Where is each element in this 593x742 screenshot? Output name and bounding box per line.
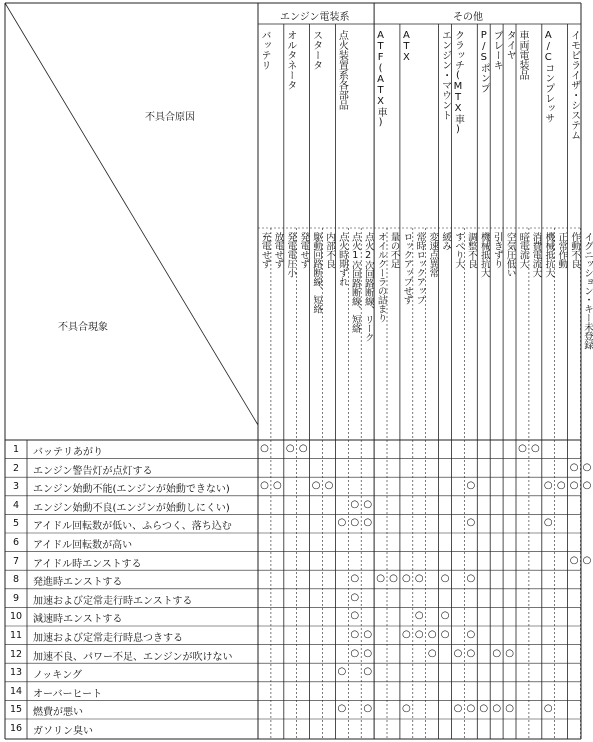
row-number: 7 [12, 555, 20, 567]
part-name: 車両電装品 [517, 30, 528, 80]
applicable-mark: ○ [466, 629, 476, 640]
row-number: 11 [9, 630, 23, 641]
applicable-mark: ○ [337, 666, 347, 678]
applicable-mark: ○ [414, 629, 424, 640]
symptom-text: アイドル回転数が低い、ふらつく、落ち込む [33, 521, 232, 533]
cause-label: ロックアップせず [401, 232, 413, 304]
applicable-mark: ○ [543, 480, 553, 492]
row-number: 10 [9, 611, 23, 623]
applicable-mark: ○ [273, 480, 282, 492]
cause-label: 作動不良 [569, 232, 581, 268]
applicable-mark: ○ [337, 703, 347, 715]
applicable-mark: ○ [402, 703, 411, 715]
applicable-mark: ○ [466, 517, 476, 529]
symptom-text: 加速不良、パワー不足、エンジンが吹けない [33, 651, 233, 663]
applicable-mark: ○ [402, 573, 411, 585]
applicable-mark: ○ [389, 573, 398, 585]
part-name: P/Sポンプ [478, 30, 490, 93]
symptom-text: 燃費が悪い [33, 707, 83, 719]
applicable-mark: ○ [466, 703, 476, 715]
symptom-text: アイドル回転数が高い [33, 540, 133, 551]
cause-label: 緩み [440, 232, 452, 250]
applicable-mark: ○ [324, 480, 334, 492]
part-name: ATF(ATX車) [375, 30, 387, 128]
applicable-mark: ○ [350, 591, 360, 603]
applicable-mark: ○ [285, 443, 295, 454]
applicable-mark: ○ [260, 480, 269, 492]
cause-label: 正常作動 [556, 232, 568, 268]
cause-label: 消費電流大 [530, 232, 542, 277]
part-name: イモビライザ・システム [568, 30, 580, 140]
row-number: 16 [9, 723, 23, 734]
applicable-mark: ○ [440, 573, 450, 585]
applicable-mark: ○ [414, 573, 424, 585]
row-number: 3 [12, 481, 20, 493]
applicable-mark: ○ [492, 703, 502, 715]
symptom-text: 発進時エンストする [33, 577, 123, 589]
cause-label: 空気圧低い [504, 232, 516, 277]
cause-label: 発電せず [298, 232, 310, 268]
applicable-mark: ○ [518, 443, 527, 454]
other-group-header: その他 [453, 12, 483, 23]
applicable-mark: ○ [350, 647, 360, 659]
cause-label: 調整不良 [465, 232, 477, 268]
applicable-mark: ○ [402, 629, 411, 640]
applicable-mark: ○ [453, 703, 463, 715]
applicable-mark: ○ [363, 666, 373, 678]
symptom-text: オーバーヒート [33, 688, 103, 700]
applicable-mark: ○ [569, 480, 579, 492]
cause-label: 内部不良 [324, 232, 335, 268]
cause-label: 充電せず [259, 232, 271, 268]
applicable-mark: ○ [582, 480, 592, 492]
row-number: 2 [12, 462, 20, 474]
applicable-mark: ○ [466, 573, 476, 585]
applicable-mark: ○ [505, 703, 514, 715]
applicable-mark: ○ [531, 443, 540, 454]
part-name: スタータ [310, 30, 322, 70]
part-name: A/Cコンプレッサ [542, 30, 554, 123]
cause-label: 点火2次回路断線、リーク [362, 232, 374, 342]
applicable-mark: ○ [350, 573, 360, 585]
cause-label: 点火時期ずれ [336, 232, 348, 286]
applicable-mark: ○ [363, 517, 373, 529]
row-number: 1 [12, 444, 20, 455]
part-name: タイヤ [504, 30, 516, 60]
applicable-mark: ○ [556, 480, 566, 492]
cause-label: オイルクーラの詰まり [375, 232, 387, 322]
part-name: ブレーキ [491, 30, 503, 70]
applicable-mark: ○ [363, 647, 373, 659]
row-number: 4 [12, 499, 20, 511]
row-number: 13 [9, 667, 23, 679]
applicable-mark: ○ [260, 443, 269, 454]
applicable-mark: ○ [543, 517, 553, 529]
applicable-mark: ○ [363, 703, 373, 715]
applicable-mark: ○ [337, 517, 347, 529]
applicable-mark: ○ [350, 498, 360, 510]
applicable-mark: ○ [569, 461, 579, 473]
symptom-text: エンジン始動不良(エンジンが始動しにくい) [33, 502, 230, 514]
part-name: 点火装置系各部品 [336, 30, 348, 110]
symptom-text: エンジン警告灯が点灯する [33, 465, 153, 477]
cause-label: 機械抵抗大 [478, 232, 490, 277]
symptom-text: ノッキング [33, 670, 82, 682]
phenomenon-axis-label: 不具合現象 [58, 322, 108, 333]
cause-axis-label: 不具合原因 [145, 112, 195, 123]
cause-label: 引きずり [491, 232, 503, 268]
applicable-mark: ○ [543, 703, 553, 715]
header-diagonal [5, 3, 258, 425]
cause-label: 量の不足 [388, 232, 400, 268]
cause-label: 変速点異常 [427, 232, 439, 277]
applicable-mark: ○ [492, 647, 502, 659]
applicable-mark: ○ [505, 647, 514, 659]
cause-label: 放電せず [272, 232, 284, 268]
symptom-text: 加速および定常走行時エンストする [33, 595, 193, 607]
cause-label: 機械抵抗大 [543, 232, 555, 277]
row-number: 6 [12, 537, 20, 548]
part-name: クラッチ(MTX車) [452, 30, 464, 135]
cause-label: すべり大 [453, 232, 464, 268]
applicable-mark: ○ [466, 647, 476, 659]
engine-electrical-group-header: エンジン電装系 [280, 12, 350, 23]
row-number: 9 [12, 592, 20, 604]
symptom-text: バッテリあがり [33, 447, 103, 458]
cause-label: 発電電圧小 [285, 232, 297, 277]
applicable-mark: ○ [582, 554, 592, 566]
applicable-mark: ○ [363, 498, 373, 510]
row-number: 8 [12, 574, 20, 586]
applicable-mark: ○ [440, 610, 450, 622]
applicable-mark: ○ [427, 629, 437, 640]
part-name: オルタネータ [284, 30, 296, 90]
applicable-mark: ○ [453, 647, 463, 659]
cause-label: 暗電流大 [517, 232, 529, 268]
part-name: ATX [400, 30, 412, 63]
applicable-mark: ○ [569, 554, 579, 566]
row-number: 5 [12, 518, 20, 530]
applicable-mark: ○ [414, 610, 424, 622]
applicable-mark: ○ [376, 573, 385, 585]
applicable-mark: ○ [363, 629, 373, 640]
applicable-mark: ○ [298, 443, 308, 454]
symptom-text: アイドル時エンストする [33, 558, 142, 570]
applicable-mark: ○ [350, 517, 360, 529]
symptom-text: 減速時エンストする [33, 614, 123, 626]
row-number: 14 [9, 685, 23, 697]
applicable-mark: ○ [427, 647, 437, 659]
cause-label: イグニッション・キー未登録 [582, 232, 593, 349]
row-number: 12 [9, 648, 23, 660]
symptom-text: 加速および定常走行時息つきする [33, 633, 183, 644]
part-name: バッテリ [259, 30, 270, 70]
applicable-mark: ○ [350, 629, 360, 640]
applicable-mark: ○ [582, 461, 592, 473]
symptom-text: ガソリン臭い [33, 726, 93, 737]
applicable-mark: ○ [440, 629, 450, 640]
symptom-text: エンジン始動不能(エンジンが始動できない) [33, 484, 230, 496]
applicable-mark: ○ [350, 610, 360, 622]
cause-label: 常時ロックアップ [414, 232, 426, 304]
applicable-mark: ○ [466, 480, 476, 492]
cause-label: 点火1次回路断線、短絡 [349, 232, 361, 333]
applicable-mark: ○ [479, 703, 489, 715]
row-number: 15 [9, 704, 23, 716]
part-name: エンジン・マウント [439, 30, 451, 120]
cause-label: 駆動回路断線、短絡 [311, 232, 323, 313]
applicable-mark: ○ [311, 480, 321, 492]
